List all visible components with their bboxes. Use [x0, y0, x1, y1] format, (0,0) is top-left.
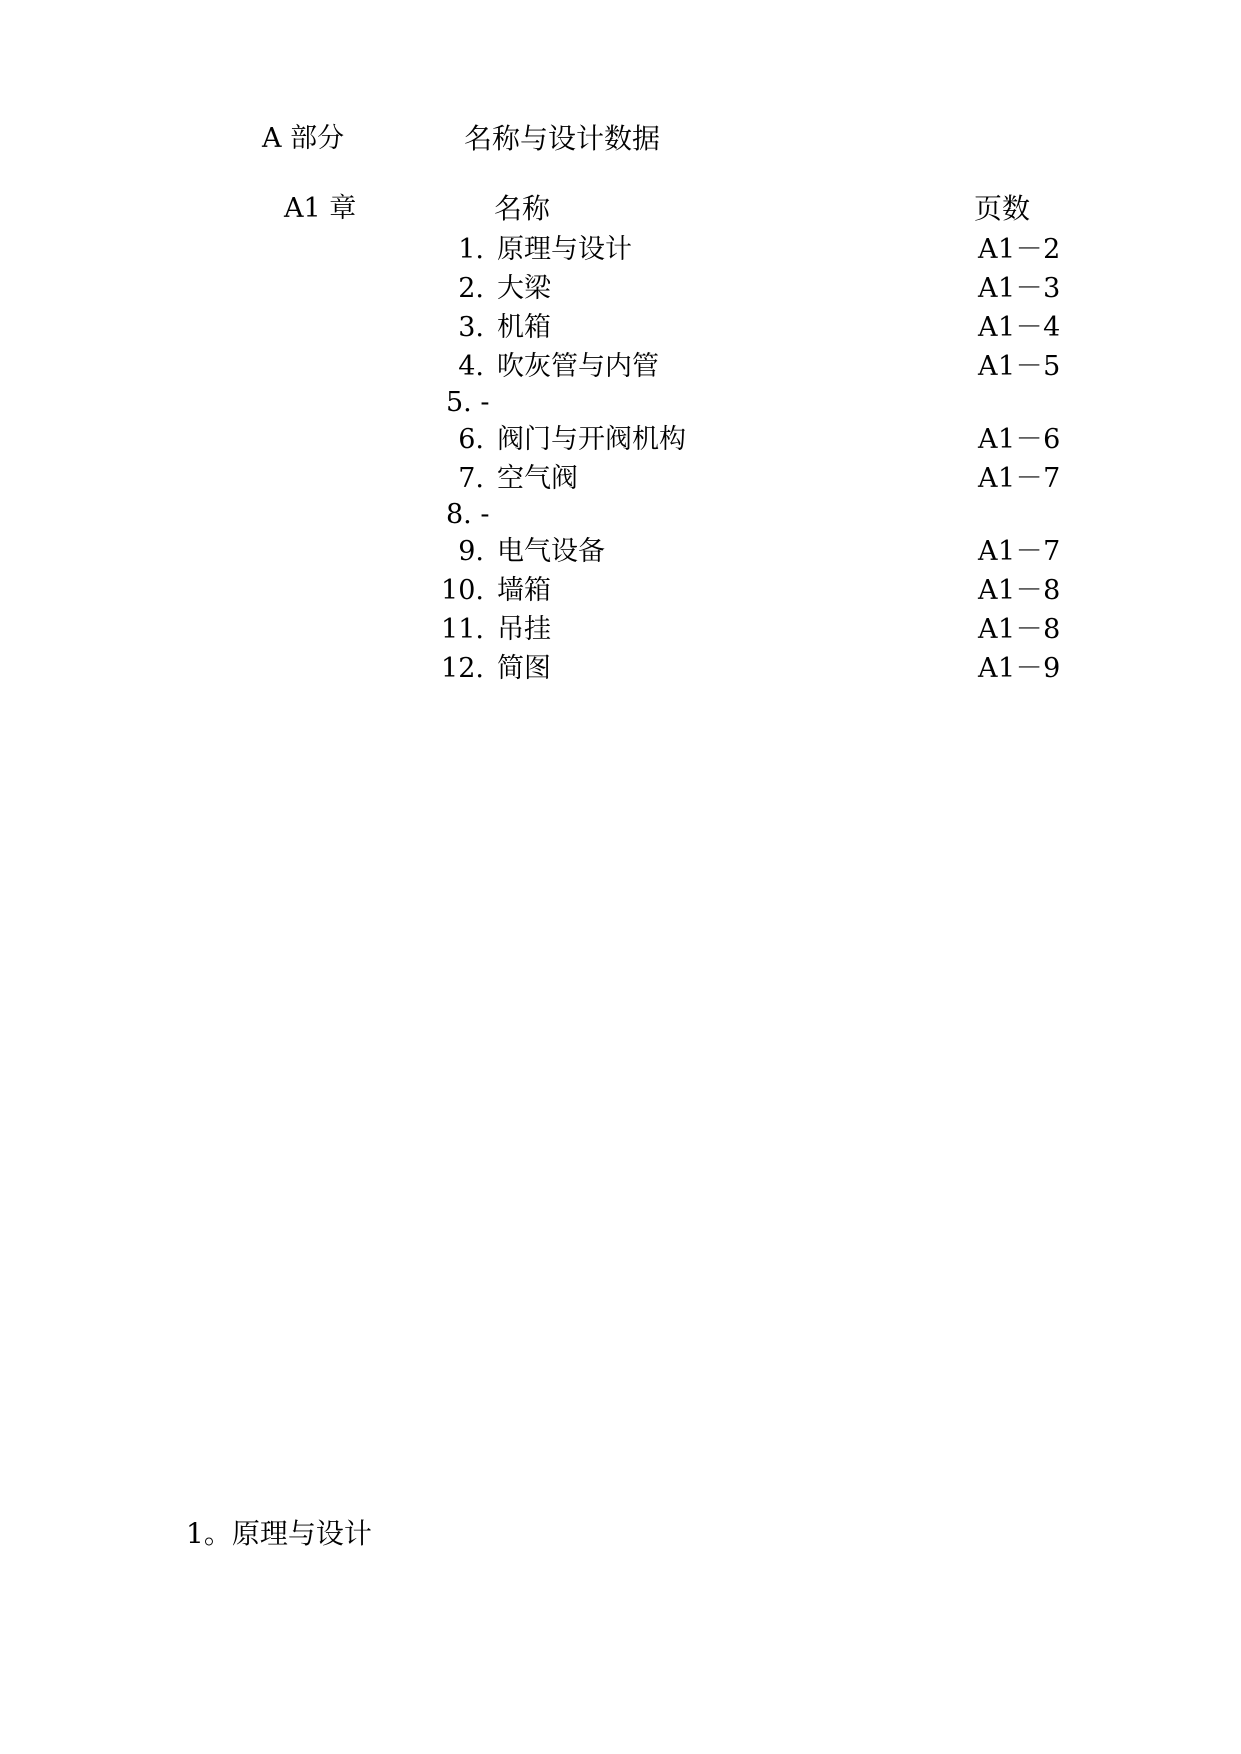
- toc-page: A1－8: [978, 614, 1061, 645]
- toc-number: 4.: [458, 351, 484, 382]
- column-header-page: 页数: [974, 192, 1031, 225]
- toc-number: 6.: [458, 424, 484, 455]
- toc-row: [440, 308, 1070, 347]
- toc-row: [440, 571, 1070, 610]
- toc-row: [440, 420, 1070, 459]
- section-heading: 1。原理与设计: [186, 1517, 372, 1550]
- toc-page: A1－4: [978, 312, 1061, 343]
- toc-name: 墙箱: [497, 575, 551, 606]
- toc-name: 吊挂: [497, 614, 551, 645]
- toc-name: 电气设备: [497, 536, 605, 567]
- toc-number: 11.: [441, 614, 484, 645]
- toc-page: A1－2: [978, 234, 1061, 265]
- toc-row: [440, 459, 1070, 498]
- toc-row: [440, 498, 1070, 532]
- toc-number: 9.: [458, 536, 484, 567]
- toc-row: [440, 230, 1070, 269]
- toc-number: 3.: [458, 312, 484, 343]
- toc-page: A1－5: [978, 351, 1061, 382]
- toc-page: A1－8: [978, 575, 1061, 606]
- chapter-label: A1 章: [284, 193, 357, 224]
- toc-row: [440, 649, 1070, 688]
- toc-number: 1.: [458, 234, 484, 265]
- toc-number: 8. -: [446, 499, 490, 530]
- toc-name: 机箱: [497, 312, 551, 343]
- toc-number: 5. -: [446, 387, 490, 418]
- toc-page: A1－6: [978, 424, 1061, 455]
- toc-page: A1－9: [978, 653, 1061, 684]
- toc-name: 简图: [497, 653, 551, 684]
- toc-row: [440, 610, 1070, 649]
- toc-row: [440, 269, 1070, 308]
- toc-row: [440, 347, 1070, 386]
- column-header-name: 名称: [494, 192, 551, 225]
- toc-number: 2.: [458, 273, 484, 304]
- toc-row: [440, 532, 1070, 571]
- toc-number: 7.: [458, 463, 484, 494]
- toc-page: A1－7: [978, 463, 1061, 494]
- toc-number: 12.: [441, 653, 484, 684]
- toc-name: 吹灰管与内管: [497, 351, 659, 382]
- toc-row: [440, 386, 1070, 420]
- toc-page: A1－7: [978, 536, 1061, 567]
- part-label: A 部分: [262, 123, 345, 154]
- toc-name: 空气阀: [497, 463, 578, 494]
- table-of-contents: [440, 230, 1070, 688]
- toc-page: A1－3: [978, 273, 1061, 304]
- toc-name: 原理与设计: [497, 234, 632, 265]
- toc-number: 10.: [441, 575, 484, 606]
- part-title: 名称与设计数据: [464, 122, 661, 155]
- toc-name: 阀门与开阀机构: [497, 424, 686, 455]
- toc-name: 大梁: [497, 273, 551, 304]
